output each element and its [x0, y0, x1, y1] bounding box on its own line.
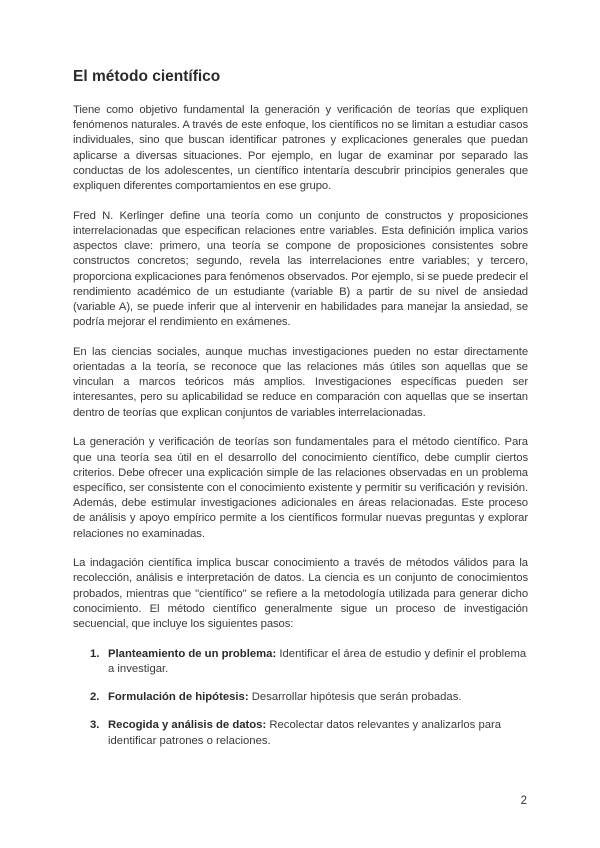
paragraph-social-sciences: En las ciencias sociales, aunque muchas investigaciones pueden no estar directamente orientadas a la teoría, se reconoce que las relaciones más útiles son aquellas que se vinculan a marcos teóricos más amplios. Investigaciones específicas pueden ser interesantes, pero su aplicabilidad se reduce en comparación con aquellas que se insertan dentro de teorías que explican conjuntos de variables interrelacionadas. — [73, 345, 528, 419]
paragraph-kerlinger: Fred N. Kerlinger define una teoría como un conjunto de constructos y proposiciones interrelacionadas que especifican relaciones entre variables. Esta definición implica varios aspectos clave: primero, una teoría se compone de proposiciones consistentes sobre constructos concretos; segundo, revela las interrelaciones entre variables; y tercero, proporciona explicaciones para fenómenos observados. Por ejemplo, si se puede predecir el rendimiento académico de un estudiante (variable B) a partir de su nivel de ansiedad (variable A), se puede inferir que al intervenir en habilidades para manejar la ansiedad, se podría mejorar el rendimiento en exámenes. — [73, 209, 528, 329]
list-item — [73, 718, 528, 748]
step-term: Planteamiento de un problema: — [108, 647, 280, 660]
section-title: El método científico — [73, 68, 221, 85]
list-item — [73, 690, 528, 705]
step-text: Recolectar datos relevantes y analizarlos para identificar patrones o relaciones. — [108, 719, 502, 747]
step-number: 3. — [90, 719, 100, 732]
step-text: Identificar el área de estudio y definir el problema a investigar. — [108, 647, 527, 675]
step-number: 2. — [90, 691, 100, 704]
paragraph-theory-criteria: La generación y verificación de teorías son fundamentales para el método científico. Para que una teoría sea útil en el desarrollo del conocimiento científico, debe cumplir ciertos criterios. Debe ofrecer una explicación simple de las relaciones observadas en un problema específico, ser consistente con el conocimiento existente y permitir su verificación y revisión. Además, debe estimular investigaciones adicionales en áreas relacionadas. Este proceso de análisis y apoyo empírico permite a los científicos formular nuevas preguntas y explorar relaciones no examinadas. — [73, 436, 528, 540]
step-term: Formulación de hipótesis: — [108, 691, 252, 704]
step-text: Desarrollar hipótesis que serán probadas. — [251, 691, 462, 704]
paragraph-scientific-inquiry: La indagación científica implica buscar conocimiento a través de métodos válidos para la recolección, análisis e interpretación de datos. La ciencia es un conjunto de conocimientos probados, mientras que "científico" se refiere a la metodología utilizada para generar dicho conocimiento. El método científico generalmente sigue un proceso de investigación secuencial, que incluye los siguientes pasos: — [73, 557, 528, 631]
step-number: 1. — [90, 647, 100, 660]
page-number: 2 — [520, 795, 527, 807]
steps-list — [73, 647, 528, 749]
step-term: Recogida y análisis de datos: — [108, 719, 270, 732]
page-content — [73, 68, 528, 762]
list-item — [73, 647, 528, 677]
paragraph-intro: Tiene como objetivo fundamental la generación y verificación de teorías que expliquen fenómenos naturales. A través de este enfoque, los científicos no se limitan a estudiar casos individuales, sino que buscan identificar patrones y explicaciones generales que puedan aplicarse a diversas situaciones. Por ejemplo, en lugar de examinar por separado las conductas de los adolescentes, un científico intentaría descubrir principios generales que expliquen diferentes comportamientos en ese grupo. — [73, 104, 528, 193]
